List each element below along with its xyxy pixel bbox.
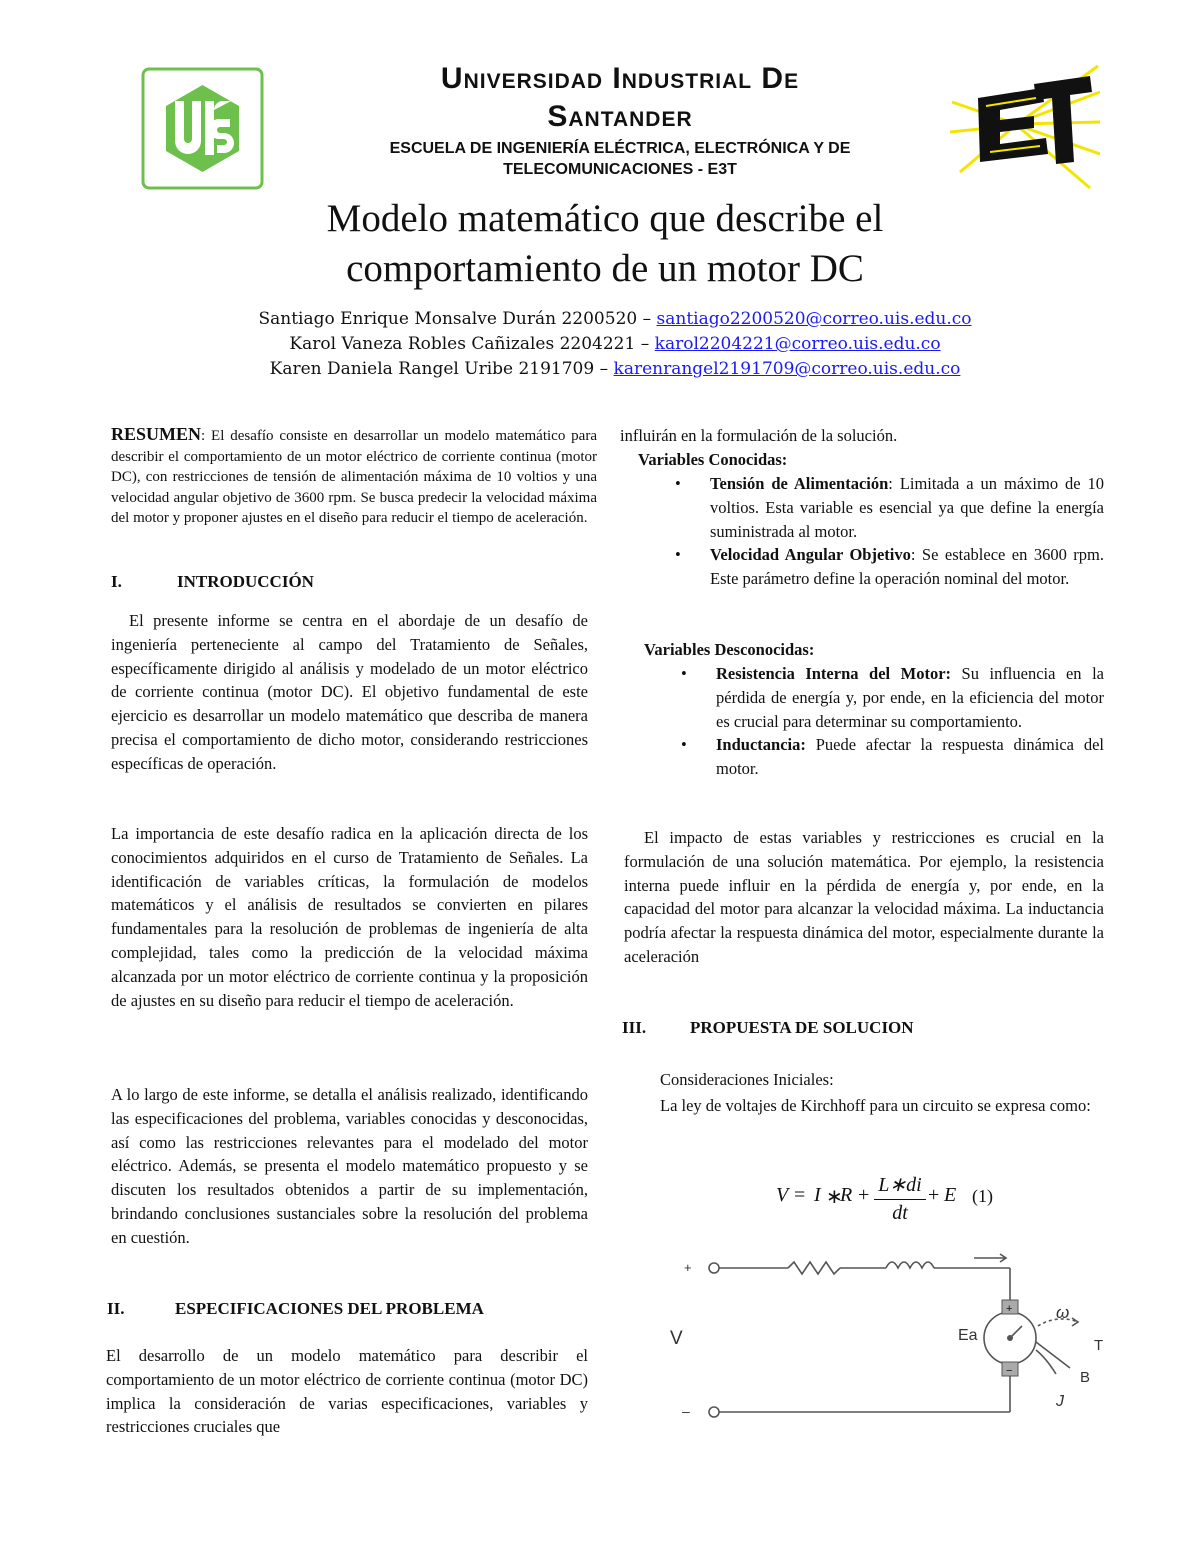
variable-term: Resistencia Interna del Motor: [716, 664, 952, 683]
variable-text: Su influencia en la pérdida de energía y, por ende, en la eficiencia del motor es crucial para determinar su comportamiento. [716, 664, 1104, 731]
abstract-text: : El desafío consiste en desarrollar un modelo matemático para describir el comportamiento de un motor eléctrico de corriente continua (motor DC), con restricciones de tensión de alimentación máxima de 10 voltios y una velocidad angular objetivo de 3600 rpm. Se busca predecir la velocidad máxima del motor y proponer ajustes en el diseño para reducir el tiempo de aceleración. [111, 428, 597, 527]
equation-number: (1) [972, 1186, 993, 1206]
minus-label: – [682, 1403, 690, 1419]
author-row [150, 307, 1080, 332]
school-name [300, 138, 940, 180]
eq-numerator: L∗di [878, 1174, 922, 1196]
section-heading-proposal [622, 1016, 1108, 1040]
ea-label: Ea [958, 1327, 978, 1344]
section-number: I. [111, 572, 122, 591]
eq-lhs: V [776, 1184, 789, 1206]
inductor-symbol [886, 1262, 934, 1268]
spec-paragraph-2: El impacto de estas variables y restricciones es crucial en la formulación de una solución matemática. Por ejemplo, la resistencia interna puede influir en la pérdida de energía y, por ende, en la capacidad del motor para alcanzar la velocidad máxima. La inductancia podría afectar la respuesta dinámica del motor, especialmente durante la aceleración [624, 828, 1104, 966]
e3t-logo [950, 62, 1100, 192]
spec-paragraph-1: El desarrollo de un modelo matemático para describir el comportamiento de un motor eléctrico de corriente continua (motor DC) implica la consideración de varias especificaciones, variables y restricciones cruciales que [106, 1346, 588, 1437]
motor-minus-label: − [1006, 1365, 1013, 1377]
known-variables-title: Variables Conocidas: [638, 450, 788, 469]
omega-label: ω [1056, 1303, 1070, 1322]
variable-term: Tensión de Alimentación [710, 474, 889, 493]
bullet-icon: • [675, 474, 681, 493]
university-name [330, 60, 910, 136]
unknown-variables-list [681, 662, 1104, 781]
university-line2: Santander [547, 100, 693, 133]
proposal-paragraph-1: Consideraciones Iniciales: [660, 1070, 834, 1089]
resistor-symbol [788, 1262, 840, 1274]
terminal-minus [709, 1407, 719, 1417]
variable-term: Velocidad Angular Objetivo [710, 545, 911, 565]
section-heading-intro [111, 570, 597, 594]
list-item [681, 733, 1104, 781]
section-title: PROPUESTA DE SOLUCION [690, 1018, 914, 1037]
motor-plus-label: + [1006, 1303, 1013, 1315]
kirchhoff-equation [776, 1174, 1036, 1230]
title-line2: comportamiento de un motor DC [346, 247, 864, 290]
school-line1: ESCUELA DE INGENIERÍA ELÉCTRICA, ELECTRÓNICA Y DE [389, 140, 851, 157]
eq-term-i: I [814, 1184, 821, 1206]
author-email-link[interactable]: karol2204221@correo.uis.edu.co [654, 334, 941, 354]
torque-label: T [1094, 1337, 1104, 1354]
variable-text: Puede afectar la respuesta dinámica del motor. [716, 735, 1104, 779]
section-number: III. [622, 1018, 647, 1037]
author-row [150, 332, 1080, 357]
bullet-icon: • [681, 735, 687, 755]
inertia-label: J [1056, 1393, 1064, 1410]
eq-equals: = [794, 1184, 806, 1206]
paper-title [200, 194, 1010, 294]
list-item [675, 543, 1104, 591]
motor-circuit-diagram [660, 1250, 1120, 1430]
eq-denominator: dt [892, 1202, 908, 1224]
list-item [681, 662, 1104, 733]
friction-label: B [1080, 1369, 1091, 1386]
bullet-icon: • [675, 545, 681, 565]
list-item [675, 472, 1105, 543]
title-line1: Modelo matemático que describe el [326, 197, 884, 240]
intro-paragraph-1: El presente informe se centra en el abordaje de un desafío de ingeniería perteneciente al campo del Tratamiento de Señales, específicamente dirigido al análisis y modelado de un motor eléctrico de corriente continua (motor DC). El objetivo fundamental de este ejercicio es desarrollar un modelo matemático que describa de manera precisa el comportamiento de dicho motor, considerando restricciones específicas de operación. [111, 611, 588, 773]
eq-plus-2: + [928, 1184, 940, 1206]
eq-fraction-bar [874, 1199, 926, 1200]
voltage-label: V [670, 1328, 683, 1349]
intro-paragraph-2: La importancia de este desafío radica en la aplicación directa de los conocimientos adquiridos en el curso de Tratamiento de Señales. La identificación de variables críticas, la formulación de modelos matemáticos y el análisis de resultados se convierten en pilares fundamentales para la resolución de problemas de ingeniería de alta complejidad, tales como la predicción de la velocidad máxima alcanzada por un motor eléctrico de corriente continua y la proposición de ajustes en su diseño para reducir el tiempo de aceleración. [111, 824, 588, 1010]
university-line1: Universidad Industrial De [440, 62, 800, 95]
school-line2: TELECOMUNICACIONES - E3T [503, 161, 737, 178]
unknown-variables-title: Variables Desconocidas: [644, 640, 815, 659]
bullet-icon: • [681, 664, 687, 683]
section-title: INTRODUCCIÓN [177, 572, 314, 591]
variable-term: Inductancia: [716, 735, 806, 755]
abstract [111, 424, 597, 529]
variable-text: : Se establece en 3600 rpm. Este parámetro define la operación nominal del motor. [710, 545, 1104, 589]
author-email-link[interactable]: karenrangel2191709@correo.uis.edu.co [613, 359, 961, 379]
eq-plus-1: + [858, 1184, 870, 1206]
terminal-plus [709, 1263, 719, 1273]
eq-term-r: R [840, 1184, 853, 1206]
author-row [150, 357, 1080, 382]
author-name: Karen Daniela Rangel Uribe 2191709 – [269, 359, 609, 379]
author-email-link[interactable]: santiago2200520@correo.uis.edu.co [656, 309, 972, 329]
eq-term-e: E [944, 1184, 957, 1206]
variable-text: : Limitada a un máximo de 10 voltios. Esta variable es esencial ya que define la energía suministrada al motor. [710, 474, 1105, 541]
intro-paragraph-3: A lo largo de este informe, se detalla el análisis realizado, identificando las especificaciones del problema, variables conocidas y desconocidas, así como las restricciones relevantes para el modelado del motor eléctrico. Además, se presenta el modelo matemático propuesto y se discuten los resultados obtenidos a partir de su implementación, brindando conclusiones sustanciales sobre la resolución del problema en cuestión. [111, 1085, 588, 1247]
section-heading-spec [107, 1297, 593, 1321]
eq-op-mult: ∗ [826, 1186, 843, 1208]
section-title: ESPECIFICACIONES DEL PROBLEMA [175, 1299, 484, 1318]
section-number: II. [107, 1299, 125, 1318]
plus-label: + [684, 1260, 692, 1275]
spec-paragraph-1-continued: influirán en la formulación de la solución. [620, 426, 898, 445]
uis-logo [141, 67, 264, 190]
author-list [150, 307, 1080, 382]
author-name: Santiago Enrique Monsalve Durán 2200520 – [258, 309, 652, 329]
known-variables-list [675, 472, 1105, 591]
author-name: Karol Vaneza Robles Cañizales 2204221 – [289, 334, 650, 354]
abstract-label: RESUMEN [111, 424, 202, 444]
proposal-paragraph-2: La ley de voltajes de Kirchhoff para un circuito se expresa como: [660, 1096, 1091, 1115]
